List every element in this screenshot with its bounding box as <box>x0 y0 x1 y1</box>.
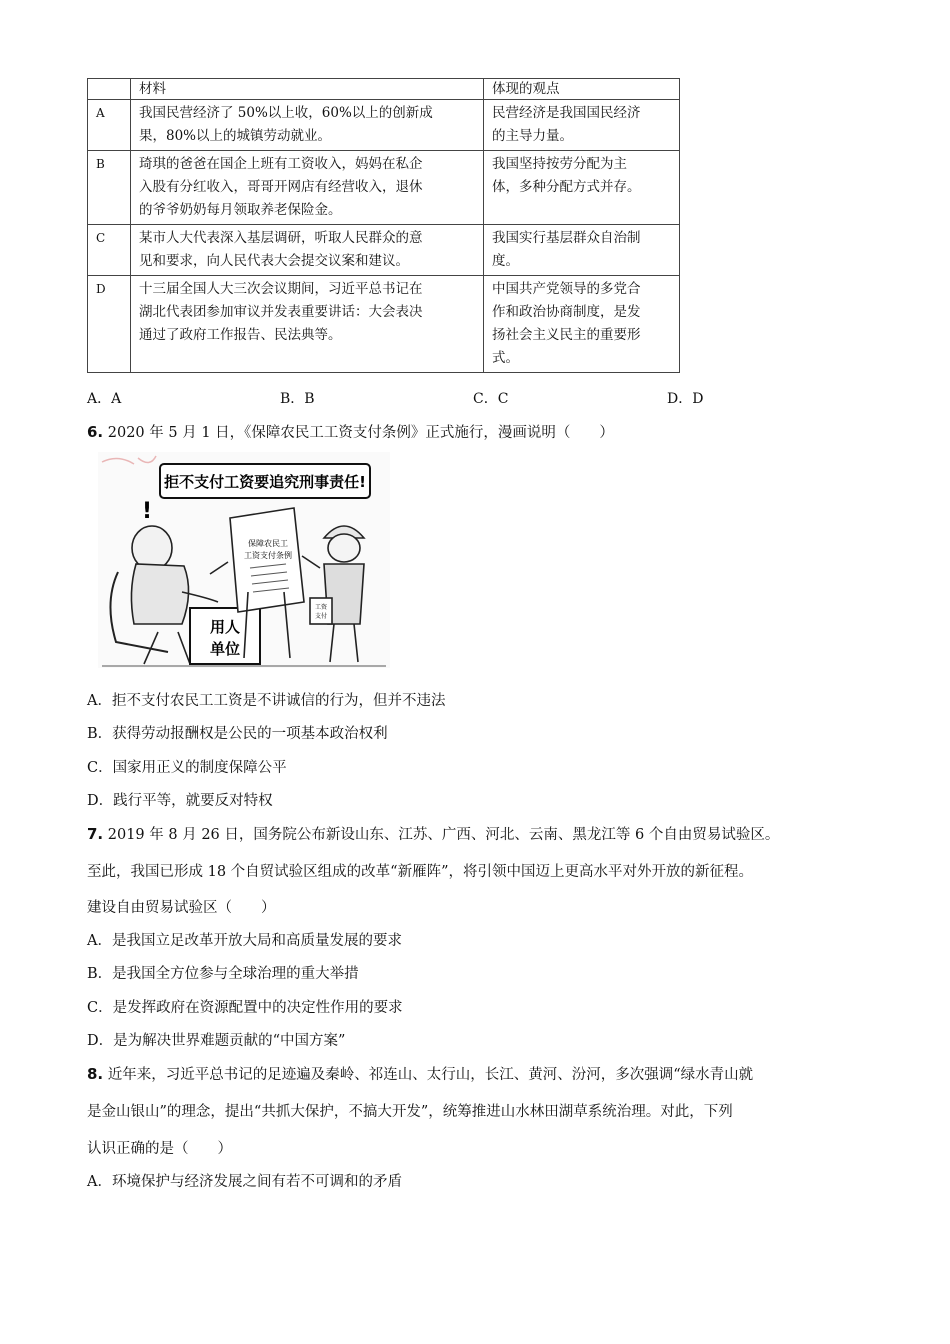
q8-number: 8. <box>87 1065 104 1083</box>
q7-option-c[interactable]: C．是发挥政府在资源配置中的决定性作用的要求 <box>87 1000 403 1016</box>
view-line: 中国共产党领导的多党合 <box>492 281 641 297</box>
material-line: 见和要求，向人民代表大会提交议案和建议。 <box>139 253 409 269</box>
q8-stem-line2: 是金山银山”的理念，提出“共抓大保护，不搞大开发”，统筹推进山水林田湖草系统治理。对此，下列 <box>87 1104 733 1120</box>
view-line: 式。 <box>492 350 519 366</box>
table-row <box>88 100 680 151</box>
row-material <box>131 100 484 151</box>
material-line: 入股有分红收入，哥哥开网店有经营收入，退休 <box>139 179 423 195</box>
q7-option-b[interactable]: B．是我国全方位参与全球治理的重大举措 <box>87 966 359 982</box>
material-line: 琦琪的爸爸在国企上班有工资收入，妈妈在私企 <box>139 156 423 172</box>
desk-label-line2: 单位 <box>209 640 241 658</box>
desk-label-line1: 用人 <box>209 618 241 636</box>
view-line: 我国实行基层群众自治制 <box>492 230 641 246</box>
view-line: 作和政治协商制度，是发 <box>492 304 641 320</box>
material-line: 十三届全国人大三次会议期间，习近平总书记在 <box>139 281 423 297</box>
q5-option-d[interactable]: D．D <box>667 391 704 407</box>
q6-number: 6. <box>87 423 104 441</box>
speech-text: 拒不支付工资要追究刑事责任! <box>164 473 366 491</box>
q8-stem-line3: 认识正确的是（ ） <box>87 1141 232 1157</box>
q8-stem-line1 <box>87 1063 753 1084</box>
q7-option-d[interactable]: D．是为解决世界难题贡献的“中国方案” <box>87 1033 346 1049</box>
material-line: 的爷爷奶奶每月领取养老保险金。 <box>139 202 342 218</box>
q6-stem-text: 2020 年 5 月 1 日，《保障农民工工资支付条例》正式施行，漫画说明（ ） <box>103 425 614 441</box>
view-line: 度。 <box>492 253 519 269</box>
q7-option-a[interactable]: A．是我国立足改革开放大局和高质量发展的要求 <box>87 933 402 949</box>
view-line: 的主导力量。 <box>492 128 573 144</box>
header-cell-view: 体现的观点 <box>484 79 680 100</box>
view-line: 体，多种分配方式并存。 <box>492 179 641 195</box>
q6-option-d[interactable]: D．践行平等，就要反对特权 <box>87 793 273 809</box>
q7-stem-line2: 至此，我国已形成 18 个自贸试验区组成的改革“新雁阵”，将引领中国迈上更高水平对外开放的新征程。 <box>87 864 753 880</box>
row-label: A <box>88 100 131 151</box>
row-material <box>131 151 484 225</box>
material-line: 我国民营经济了 50%以上收，60%以上的创新成 <box>139 105 433 121</box>
table-row <box>88 151 680 225</box>
row-view <box>484 100 680 151</box>
worker-label-line2: 支付 <box>314 613 328 620</box>
document-label-line2: 工资支付条例 <box>244 551 292 560</box>
q5-option-a[interactable]: A．A <box>87 391 122 407</box>
q6-option-a[interactable]: A．拒不支付农民工工资是不讲诚信的行为，但并不违法 <box>87 693 446 709</box>
header-cell-material: 材料 <box>131 79 484 100</box>
q7-stem-line1 <box>87 823 779 844</box>
row-view <box>484 151 680 225</box>
row-label: D <box>88 276 131 373</box>
material-line: 某市人大代表深入基层调研，听取人民群众的意 <box>139 230 423 246</box>
material-line: 果，80%以上的城镇劳动就业。 <box>139 128 332 144</box>
q7-number: 7. <box>87 825 104 843</box>
q8-stem-text: 近年来，习近平总书记的足迹遍及秦岭、祁连山、太行山，长江、黄河、汾河，多次强调“绿水青山就 <box>103 1067 754 1083</box>
q7-stem-line3: 建设自由贸易试验区（ ） <box>87 900 276 916</box>
wage-cartoon-image <box>98 452 390 668</box>
worker-label-line1: 工资 <box>314 604 328 611</box>
row-material <box>131 276 484 373</box>
q8-option-a[interactable]: A．环境保护与经济发展之间有若不可调和的矛盾 <box>87 1174 402 1190</box>
header-cell-label <box>88 79 131 100</box>
row-view <box>484 276 680 373</box>
q5-option-b[interactable]: B．B <box>280 391 315 407</box>
view-line: 民营经济是我国国民经济 <box>492 105 641 121</box>
view-line: 扬社会主义民主的重要形 <box>492 327 641 343</box>
material-line: 通过了政府工作报告、民法典等。 <box>139 327 342 343</box>
table-row <box>88 276 680 373</box>
view-line: 我国坚持按劳分配为主 <box>492 156 627 172</box>
q7-stem-text: 2019 年 8 月 26 日，国务院公布新设山东、江苏、广西、河北、云南、黑龙江等 6 个自由贸易试验区。 <box>103 827 780 843</box>
q6-option-b[interactable]: B．获得劳动报酬权是公民的一项基本政治权利 <box>87 726 388 742</box>
svg-text:!: ! <box>142 499 153 524</box>
table-header-row <box>88 79 680 100</box>
q6-stem <box>87 421 614 442</box>
table-row <box>88 225 680 276</box>
material-table <box>87 78 680 373</box>
document-label-line1: 保障农民工 <box>248 539 288 548</box>
row-label: B <box>88 151 131 225</box>
q6-option-c[interactable]: C．国家用正义的制度保障公平 <box>87 760 287 776</box>
material-line: 湖北代表团参加审议并发表重要讲话：大会表决 <box>139 304 423 320</box>
row-view <box>484 225 680 276</box>
q5-option-c[interactable]: C．C <box>473 391 509 407</box>
row-label: C <box>88 225 131 276</box>
row-material <box>131 225 484 276</box>
